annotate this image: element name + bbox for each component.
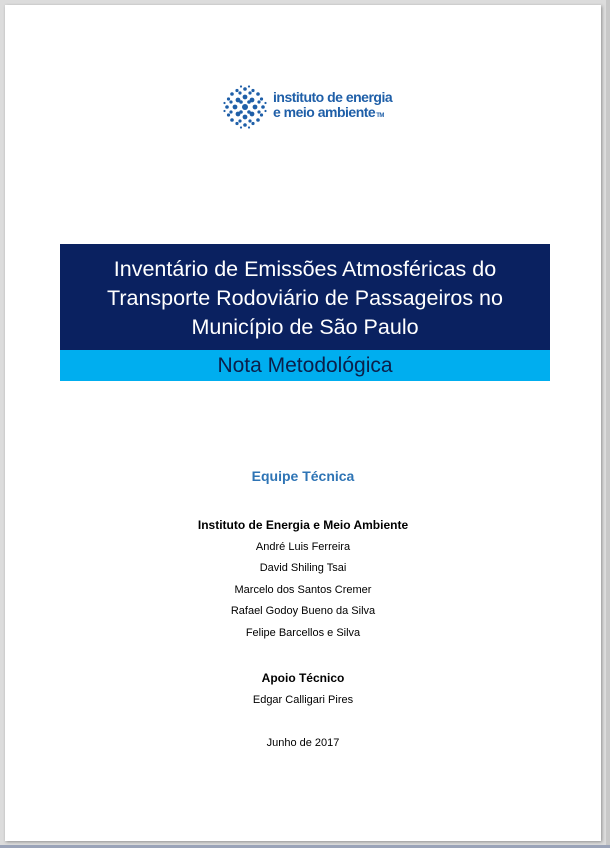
support-heading: Apoio Técnico bbox=[261, 671, 345, 685]
logo-wordmark bbox=[273, 90, 392, 124]
vertical-scrollbar[interactable] bbox=[606, 0, 610, 848]
title-line-3: Município de São Paulo bbox=[191, 315, 419, 339]
team-member: Felipe Barcellos e Silva bbox=[245, 627, 361, 639]
publication-date: Junho de 2017 bbox=[266, 737, 340, 749]
subtitle-banner: Nota Metodológica bbox=[60, 350, 550, 381]
team-heading: Equipe Técnica bbox=[251, 468, 355, 484]
team-member: Marcelo dos Santos Cremer bbox=[234, 584, 372, 596]
document-page bbox=[5, 5, 601, 841]
organization-name: Instituto de Energia e Meio Ambiente bbox=[197, 518, 409, 532]
institute-logo bbox=[221, 83, 392, 131]
support-member: Edgar Calligari Pires bbox=[252, 694, 354, 706]
title-banner bbox=[60, 244, 550, 350]
team-member: Rafael Godoy Bueno da Silva bbox=[230, 605, 376, 617]
logo-line-1: instituto de energia bbox=[273, 89, 393, 105]
title-line-2: Transporte Rodoviário de Passageiros no bbox=[107, 286, 503, 310]
logo-line-2: e meio ambiente bbox=[273, 104, 376, 120]
team-member: André Luis Ferreira bbox=[255, 541, 351, 553]
sphere-logo-icon bbox=[221, 83, 269, 131]
logo-trademark: TM bbox=[376, 113, 384, 119]
title-line-1: Inventário de Emissões Atmosféricas do bbox=[113, 257, 497, 281]
team-member: David Shiling Tsai bbox=[259, 562, 347, 574]
